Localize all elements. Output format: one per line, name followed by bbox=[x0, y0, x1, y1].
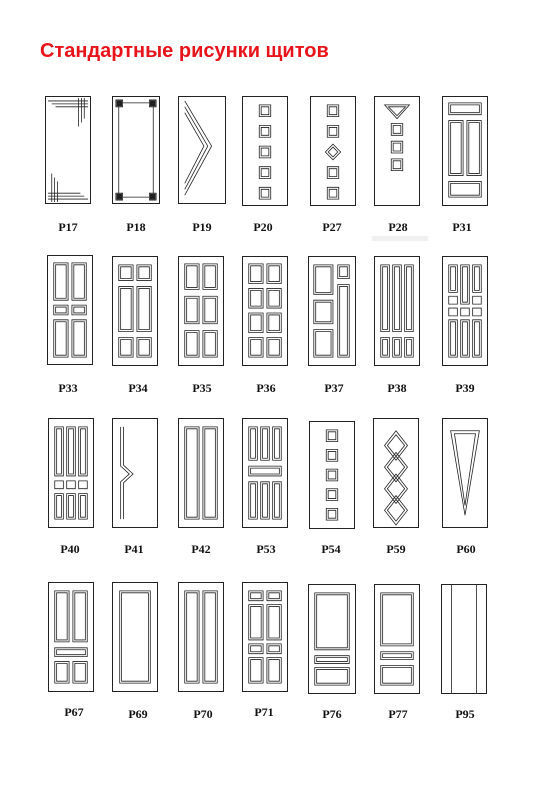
door-p69 bbox=[112, 582, 158, 692]
door-p42 bbox=[178, 418, 224, 528]
door-code-p33: P33 bbox=[58, 381, 78, 395]
door-p38 bbox=[374, 256, 420, 366]
door-p54 bbox=[309, 421, 355, 529]
door-code-p31: P31 bbox=[452, 220, 472, 234]
door-code-p67: P67 bbox=[64, 705, 84, 719]
door-p31 bbox=[442, 96, 488, 206]
door-code-p53: P53 bbox=[256, 542, 276, 556]
door-p17 bbox=[45, 96, 91, 204]
door-p18 bbox=[112, 96, 160, 204]
door-p37 bbox=[308, 256, 356, 366]
door-p70 bbox=[178, 582, 224, 692]
door-code-p35: P35 bbox=[192, 381, 212, 395]
door-p41 bbox=[112, 418, 158, 528]
door-p33 bbox=[47, 255, 93, 365]
door-p39 bbox=[442, 256, 488, 366]
door-code-p76: P76 bbox=[322, 707, 342, 721]
door-p77 bbox=[374, 584, 420, 694]
door-code-p77: P77 bbox=[388, 707, 408, 721]
door-p34 bbox=[112, 256, 158, 366]
door-p60 bbox=[442, 418, 488, 528]
door-code-p59: P59 bbox=[386, 542, 406, 556]
door-code-p95: P95 bbox=[455, 707, 475, 721]
door-p71 bbox=[242, 582, 288, 692]
door-p35 bbox=[178, 256, 224, 366]
door-code-p17: P17 bbox=[58, 220, 78, 234]
door-p20 bbox=[242, 96, 288, 206]
page-title: Стандартные рисунки щитов bbox=[40, 40, 329, 62]
door-code-p27: P27 bbox=[322, 220, 342, 234]
door-code-p37: P37 bbox=[324, 381, 344, 395]
door-code-p34: P34 bbox=[128, 381, 148, 395]
divider-strip bbox=[372, 236, 428, 241]
door-code-p20: P20 bbox=[253, 220, 273, 234]
door-code-p36: P36 bbox=[256, 381, 276, 395]
door-p59 bbox=[373, 418, 419, 528]
door-code-p40: P40 bbox=[60, 542, 80, 556]
door-code-p41: P41 bbox=[124, 542, 144, 556]
door-code-p18: P18 bbox=[126, 220, 146, 234]
door-code-p19: P19 bbox=[192, 220, 212, 234]
door-code-p71: P71 bbox=[254, 705, 274, 719]
door-p27 bbox=[310, 96, 356, 206]
door-code-p70: P70 bbox=[193, 707, 213, 721]
door-code-p28: P28 bbox=[388, 220, 408, 234]
door-p53 bbox=[242, 418, 288, 528]
door-p19 bbox=[178, 96, 226, 204]
door-code-p38: P38 bbox=[387, 381, 407, 395]
door-p95 bbox=[441, 584, 487, 694]
door-code-p69: P69 bbox=[128, 707, 148, 721]
door-p28 bbox=[374, 96, 420, 206]
door-p67 bbox=[48, 582, 94, 692]
door-code-p54: P54 bbox=[321, 542, 341, 556]
door-code-p60: P60 bbox=[456, 542, 476, 556]
door-p36 bbox=[242, 256, 288, 366]
door-code-p39: P39 bbox=[455, 381, 475, 395]
door-p76 bbox=[308, 584, 356, 694]
door-p40 bbox=[48, 418, 94, 528]
door-code-p42: P42 bbox=[191, 542, 211, 556]
